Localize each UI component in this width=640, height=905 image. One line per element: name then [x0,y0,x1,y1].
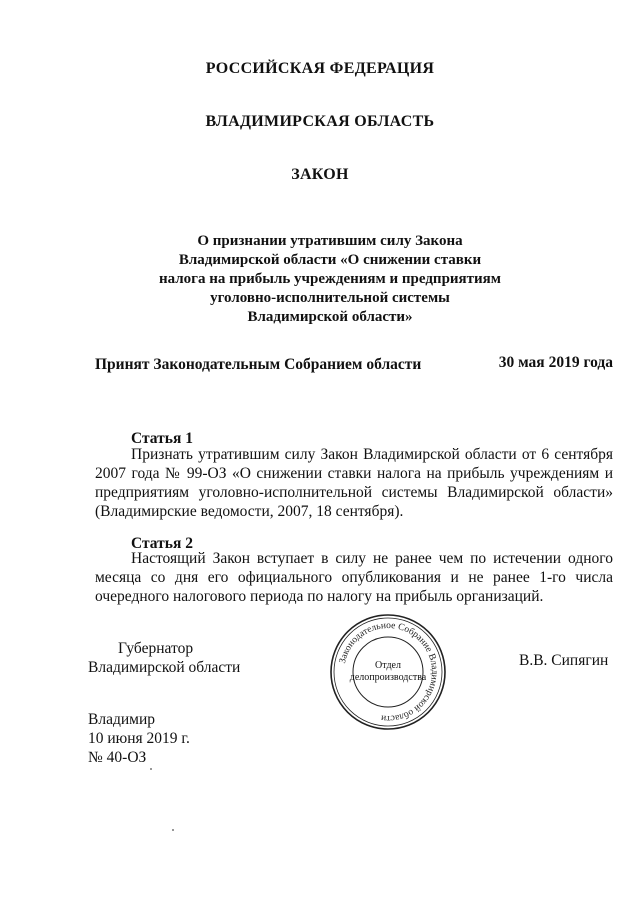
stamp-center [348,660,428,684]
law-title-line: Владимирской области «О снижении ставки [178,252,482,268]
article-2-body [95,549,613,606]
signatory-position-line2: Владимирской области [88,659,241,676]
article-2-text: Настоящий Закон вступает в силу не ранее чем по истечении одного месяца со дня его официального опубликования и не ранее 1-го числа очередного налогового периода по налогу на прибыль организаций. [95,550,613,605]
footer-date: 10 июня 2019 г. [88,730,190,747]
law-title-line: Владимирской области» [247,309,413,325]
stamp-center-line2: делопроизводства [349,672,427,683]
article-1-text: Признать утратившим силу Закон Владимирской области от 6 сентября 2007 года № 99-ОЗ «О снижении ставки налога на прибыль учреждениям и предприятиям уголовно-исполнительной системы Владимирской области» (Владимирские ведомости, 2007, 18 сентября). [95,446,613,520]
law-title-line: О признании утратившим силу Закона [197,233,463,249]
footer-number: № 40-ОЗ [88,749,147,766]
signatory-position-line1: Губернатор [118,640,194,657]
scan-speck [172,829,174,831]
region-heading: ВЛАДИМИРСКАЯ ОБЛАСТЬ [205,113,435,130]
stamp-ring-text: Законодательное Собрание Владимирской области [337,620,440,724]
adoption-date: 30 мая 2019 года [498,354,613,371]
article-2-heading: Статья 2 [131,535,193,552]
stamp-center-line1: Отдел [375,660,401,671]
scan-speck [150,768,152,770]
article-1-body [95,445,613,521]
country-heading: РОССИЙСКАЯ ФЕДЕРАЦИЯ [205,60,435,77]
signatory-name: В.В. Сипягин [519,652,609,669]
law-title-line: налога на прибыль учреждениям и предприятиям [158,271,502,287]
article-1-heading: Статья 1 [131,430,193,447]
document-type-heading: ЗАКОН [291,166,349,183]
footer-city: Владимир [88,711,155,728]
law-title [150,232,510,327]
law-title-line: уголовно-исполнительной системы [210,290,450,306]
adoption-label: Принят Законодательным Собранием области [95,356,422,373]
office-stamp [328,612,448,732]
